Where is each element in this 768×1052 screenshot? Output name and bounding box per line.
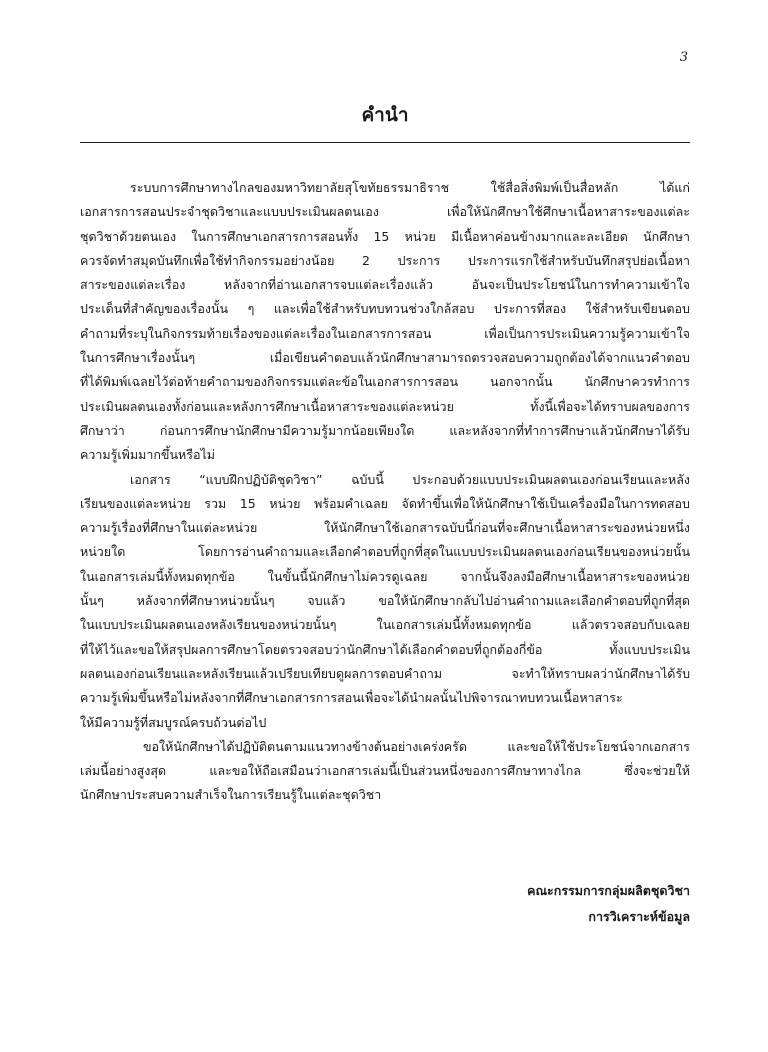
paragraph-line: เล่มนี้อย่างสูงสุด และขอให้ถือเสมือนว่าเอกสารเล่มนี้เป็นส่วนหนึ่งของการศึกษาทางไกล ซึ่งจะช่วยให้ (80, 763, 690, 779)
paragraph-line: ระบบการศึกษาทางไกลของมหาวิทยาลัยสุโขทัยธรรมาธิราช ใช้สื่อสิ่งพิมพ์เป็นสื่อหลัก ได้แก่ (130, 180, 690, 195)
paragraph-line: ให้มีความรู้ที่สมบูรณ์ครบถ้วนต่อไป (80, 714, 267, 730)
paragraph-line: ที่ให้ไว้และขอให้สรุปผลการศึกษาโดยตรวจสอบว่านักศึกษาได้เลือกคำตอบที่ถูกต้องกี่ข้อ ทั้งแบบประเมิน (80, 641, 690, 657)
paragraph-line: หน่วยใด โดยการอ่านคำถามและเลือกคำตอบที่ถูกที่สุดในแบบประเมินผลตนเองก่อนเรียนของหน่วยนั้น (80, 544, 690, 560)
paragraph-line: ผลตนเองก่อนเรียนและหลังเรียนแล้วเปรียบเทียบดูผลการตอบคำถาม จะทำให้ทราบผลว่านักศึกษาได้รับ (80, 665, 690, 681)
paragraph-line: ขอให้นักศึกษาได้ปฏิบัติตนตามแนวทางข้างต้นอย่างเคร่งครัด และขอให้ใช้ประโยชน์จากเอกสาร (143, 738, 690, 754)
paragraph-line: ควรจัดทำสมุดบันทึกเพื่อใช้ทำกิจกรรมอย่างน้อย 2 ประการ ประการแรกใช้สำหรับบันทึกสรุปย่อเนื้อหา (80, 252, 690, 268)
signature-block (527, 878, 690, 930)
paragraph (80, 735, 690, 808)
paragraph-line: ประเด็นที่สำคัญของเรื่องนั้น ๆ และเพื่อใช้สำหรับทบทวนช่วงใกล้สอบ ประการที่สอง ใช้สำหรับเขียนตอบ (80, 301, 690, 317)
paragraph-line: นั้นๆ หลังจากที่ศึกษาหน่วยนั้นๆ จบแล้ว ขอให้นักศึกษากลับไปอ่านคำถามและเลือกคำตอบที่ถูกที่สุด (80, 593, 690, 609)
paragraph-line: ประเมินผลตนเองทั้งก่อนและหลังการศึกษาเนื้อหาสาระของแต่ละหน่วย ทั้งนี้เพื่อจะได้ทราบผลของการ (80, 398, 690, 414)
paragraph-line: ในแบบประเมินผลตนเองหลังเรียนของหน่วยนั้นๆ ในเอกสารเล่มนี้ทั้งหมดทุกข้อ แล้วตรวจสอบกับเฉลย (80, 617, 690, 633)
paragraph (80, 176, 690, 468)
paragraph-line: เอกสารการสอนประจำชุดวิชาและแบบประเมินผลตนเอง เพื่อให้นักศึกษาใช้ศึกษาเนื้อหาสาระของแต่ละ (80, 204, 690, 220)
paragraph-line: เรียนของแต่ละหน่วย รวม 15 หน่วย พร้อมคำเฉลย จัดทำขึ้นเพื่อให้นักศึกษาใช้เป็นเครื่องมือในการทดสอบ (80, 495, 690, 511)
paragraph (80, 468, 690, 735)
paragraph-line: สาระของแต่ละเรื่อง หลังจากที่อ่านเอกสารจบแต่ละเรื่องแล้ว อันจะเป็นประโยชน์ในการทำความเข้าใจ (80, 277, 690, 293)
paragraph-line: ในเอกสารเล่มนี้ทั้งหมดทุกข้อ ในขั้นนี้นักศึกษาไม่ควรดูเฉลย จากนั้นจึงลงมือศึกษาเนื้อหาสาระของหน่วย (80, 568, 690, 584)
paragraph-line: คำถามที่ระบุในกิจกรรมท้ายเรื่องของแต่ละเรื่องในเอกสารการสอน เพื่อเป็นการประเมินความรู้ความเข้าใจ (80, 325, 690, 341)
paragraph-line: ที่ได้พิมพ์เฉลยไว้ต่อท้ายคำถามของกิจกรรมแต่ละข้อในเอกสารการสอน นอกจากนั้น นักศึกษาควรทำการ (80, 374, 690, 390)
signature-committee: คณะกรรมการกลุ่มผลิตชุดวิชา (527, 883, 690, 898)
paragraph-line: ในการศึกษาเรื่องนั้นๆ เมื่อเขียนคำตอบแล้วนักศึกษาสามารถตรวจสอบความถูกต้องได้จากแนวคำตอบ (80, 350, 690, 366)
paragraph-line: ความรู้เรื่องที่ศึกษาในแต่ละหน่วย ให้นักศึกษาใช้เอกสารฉบับนี้ก่อนที่จะศึกษาเนื้อหาสาระของหน่วยหนึ่ง (80, 520, 690, 536)
paragraph-line: ชุดวิชาด้วยตนเอง ในการศึกษาเอกสารการสอนทั้ง 15 หน่วย มีเนื้อหาค่อนข้างมากและละเอียด นักศึกษา (80, 228, 690, 244)
paragraph-line: นักศึกษาประสบความสำเร็จในการเรียนรู้ในแต่ละชุดวิชา (80, 787, 382, 803)
page-number: 3 (679, 50, 688, 65)
paragraph-line: ความรู้เพิ่มขึ้นหรือไม่หลังจากที่ศึกษาเอกสารการสอนเพื่อจะได้นำผลนั้นไปพิจารณาทบทวนเนื้อหาสาระ (80, 690, 623, 706)
paragraph-line: เอกสาร “แบบฝึกปฏิบัติชุดวิชา” ฉบับนี้ ประกอบด้วยแบบประเมินผลตนเองก่อนเรียนและหลัง (130, 471, 690, 487)
title-divider (80, 142, 690, 143)
signature-subject: การวิเคราะห์ข้อมูล (588, 909, 690, 924)
paragraph-line: ศึกษาว่า ก่อนการศึกษานักศึกษามีความรู้มากน้อยเพียงใด และหลังจากที่ทำการศึกษาแล้วนักศึกษาได้รับ (80, 422, 690, 438)
body-text (80, 176, 690, 808)
paragraph-line: ความรู้เพิ่มมากขึ้นหรือไม่ (80, 447, 216, 463)
page-title: คำนำ (361, 104, 409, 126)
